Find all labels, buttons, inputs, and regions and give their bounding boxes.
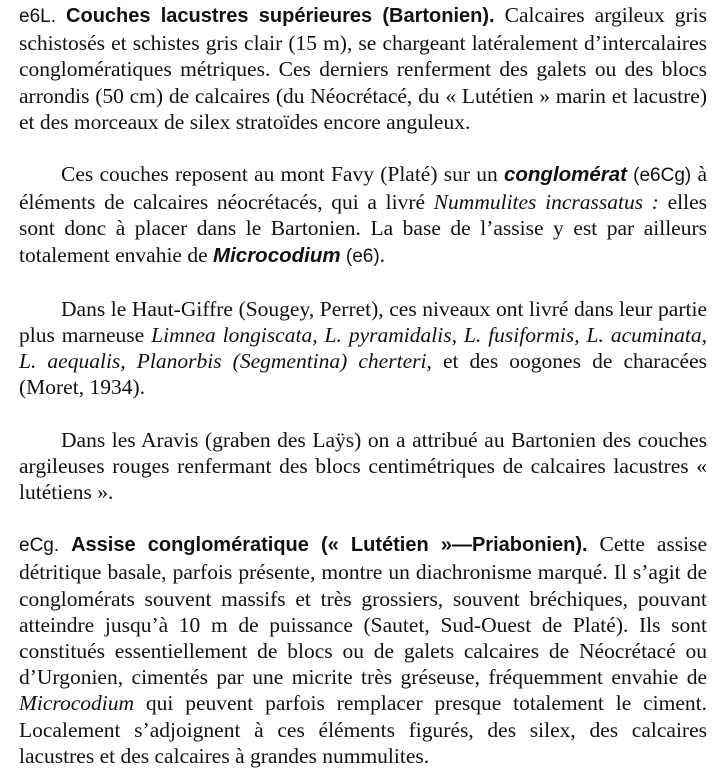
formation-code: eCg. — [19, 535, 60, 557]
formation-code: (e6) — [340, 245, 380, 267]
species-name: Microcodium — [19, 691, 135, 716]
paragraph-text: elles sont donc à placer dans le Bartonien. La base de l’assise y est par ailleurs totalement envahie de — [19, 190, 707, 267]
paragraph-text: Calcaires argileux gris schistosés et schistes gris clair (15 m), se chargeant latéralement d’intercalaires conglomératiques métriques. Ces derniers renferment des galets ou des blocs arrondis (50 cm) de calcaires (du Néocrétacé, du « Lutétien » marin et lacustre) et des morceaux de silex stratoïdes encore anguleux. — [19, 3, 707, 134]
paragraph-text: . — [379, 242, 386, 267]
formation-code: e6L. — [19, 6, 56, 27]
paragraph-mont-favy — [19, 161, 707, 270]
paragraph-text: à éléments de calcaires néocrétacés, qui a livré — [19, 162, 708, 215]
species-name: Nummulites incrassatus : — [433, 190, 659, 215]
paragraph-aravis — [19, 427, 707, 506]
paragraph-text: Dans le Haut-Giffre (Sougey, Perret), ces niveaux ont livré dans leur partie plus marneuse — [19, 296, 707, 348]
section-title: Couches lacustres supérieures (Bartonien). — [66, 5, 495, 27]
paragraph-couches-lacustres — [19, 2, 707, 135]
species-list: Limnea longiscata, L. pyramidalis, L. fusiformis, L. acuminata, L. aequalis, Planorbis (Segmentina) cherteri, — [19, 323, 708, 374]
paragraph-haut-giffre — [19, 296, 707, 401]
paragraph-text: Ces couches reposent au mont Favy (Platé) sur un — [61, 162, 504, 187]
formation-code: (e6Cg) — [627, 165, 692, 187]
term-microcodium: Microcodium — [213, 243, 341, 267]
section-title: Assise conglomératique (« Lutétien »—Priabonien). — [71, 534, 588, 557]
paragraph-text: Cette assise détritique basale, parfois présente, montre un diachronisme marqué. Il s’agit de conglomérats souvent massifs et très grossiers, souvent bréchiques, pouvant atteindre jusqu’à 10 m de puissance (Sautet, Sud-Ouest de Platé). Ils sont constitués essentiellement de blocs ou de galets calcaires de Néocrétacé ou d’Urgonien, cimentés par une micrite très gréseuse, fréquemment envahie de — [19, 532, 707, 690]
paragraph-assise-conglomeratique — [19, 531, 707, 769]
term-conglomerat: conglomérat — [503, 163, 628, 187]
paragraph-text: et des oogones de characées (Moret, 1934). — [19, 349, 707, 400]
paragraph-text: Dans les Aravis (graben des Laÿs) on a attribué au Bartonien des couches argileuses rouges renfermant des blocs centimétriques de calcaires lacustres « lutétiens ». — [19, 427, 707, 505]
paragraph-text: qui peuvent parfois remplacer presque totalement le ciment. Localement s’adjoignent à ces éléments figurés, des silex, des calcaires lacustres et des calcaires à grandes nummulites. — [19, 691, 707, 768]
